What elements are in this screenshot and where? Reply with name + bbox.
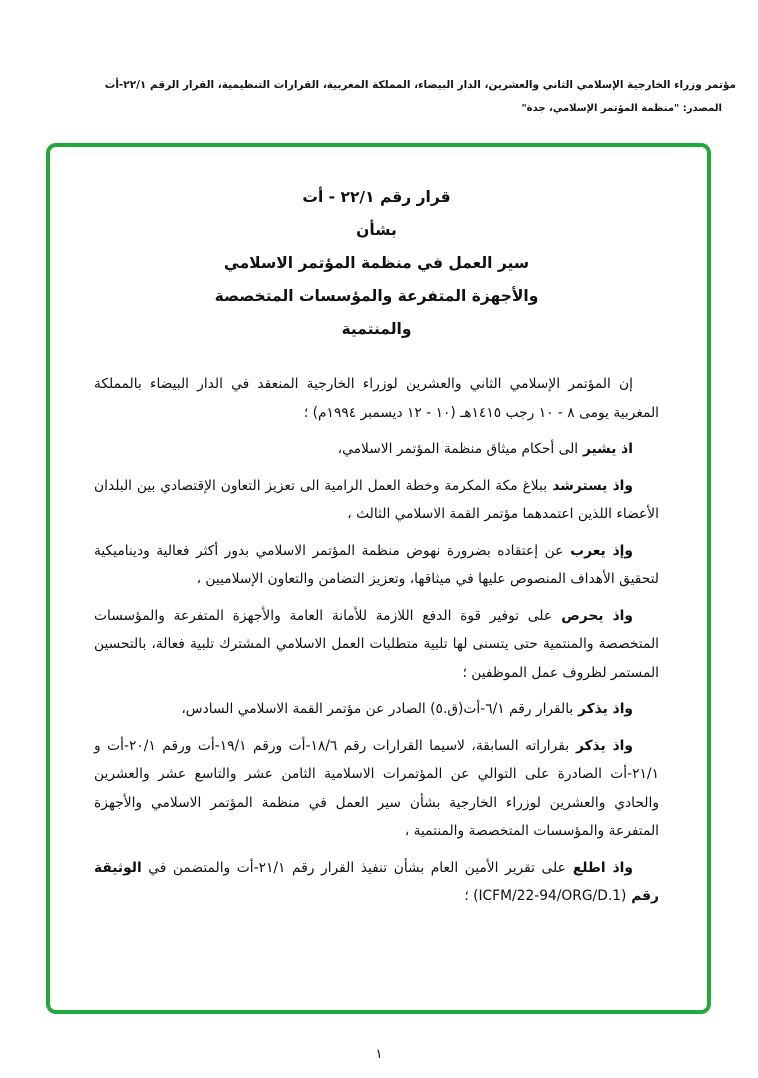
document-header [22, 74, 736, 120]
paragraph-text: عن إعتقاده بضرورة نهوض منظمة المؤتمر الاسلامي بدور أكثر فعالية وديناميكية لتحقيق الأهداف المنصوص عليها في ميثاقها، وتعزيز التضامن والتعاون الإسلاميين ، [94, 542, 659, 587]
paragraph [94, 854, 659, 911]
paragraph-lead: اذ يشير [578, 441, 633, 457]
page-number: ١ [375, 1047, 383, 1062]
paragraph [94, 537, 659, 594]
header-citation: مؤتمر وزراء الخارجية الإسلامي الثاني والعشرين، الدار البيضاء، المملكة المغربية، القرارات التنظيمية، القرار الرقم ٢٢/١-أت [104, 79, 736, 91]
paragraph-lead: واذ اطلع [565, 859, 633, 876]
paragraph [94, 435, 659, 464]
paragraph-text: ببلاغ مكة المكرمة وخطة العمل الرامية الى تعزيز التعاون الإقتصادي بين البلدان الأعضاء اللذين اعتمدهما مؤتمر القمة الاسلامي الثالث ، [94, 477, 659, 522]
title-line: سير العمل في منظمة المؤتمر الاسلامي [223, 254, 530, 272]
title-line: والأجهزة المتفرعة والمؤسسات المتخصصة [214, 287, 539, 305]
paragraph-text: الى أحكام ميثاق منظمة المؤتمر الاسلامي، [337, 441, 579, 457]
paragraph-text: بالقرار رقم ٦/١-أت(ق.٥) الصادر عن مؤتمر القمة الاسلامي السادس، [181, 701, 574, 717]
resolution-body [94, 370, 659, 911]
document-frame [46, 143, 711, 1014]
paragraph [94, 602, 659, 688]
paragraph-lead: واذ يسترشد [547, 477, 633, 494]
paragraph-lead: واذ يذكر [573, 701, 633, 717]
paragraph-lead: واذ يحرص [552, 607, 633, 624]
paragraph [94, 732, 659, 846]
paragraph-text: على توفير قوة الدفع اللازمة للأمانة العامة والأجهزة المتفرعة والمؤسسات المتخصصة والمنتمية حتى يتسنى لها تلبية متطلبات العمل الاسلامي المشترك تلبية فعالة، بالتحسين المستمر لظروف عمل الموظفين ؛ [94, 607, 659, 681]
paragraph [94, 472, 659, 529]
paragraph [94, 370, 659, 427]
paragraph-lead: واذ يذكر [569, 737, 633, 754]
paragraph-text: (‎ICFM/22-94/ORG/D.1‎) ؛ [464, 888, 627, 904]
header-source: المصدر: "منظمة المؤتمر الإسلامي، جدة" [521, 103, 722, 114]
title-line: بشأن [356, 221, 397, 239]
paragraph-lead: الوثيقة رقم [94, 859, 659, 904]
paragraph [94, 695, 659, 724]
paragraph-lead: وإذ يعرب [563, 542, 633, 559]
title-line: قرار رقم ٢٢/١ - أت [302, 188, 451, 206]
title-line: والمنتمية [341, 320, 412, 338]
resolution-title-block [94, 181, 659, 346]
paragraph-text: على تقرير الأمين العام بشأن تنفيذ القرار رقم ٢١/١-أت والمتضمن في [141, 859, 566, 876]
paragraph-text: إن المؤتمر الإسلامي الثاني والعشرين لوزراء الخارجية المنعقد في الدار البيضاء بالمملكة المغربية يومى ٨ - ١٠ رجب ١٤١٥هـ (١٠ - ١٢ ديسمبر ١٩٩٤م) ؛ [94, 376, 659, 421]
paragraph-text: بقراراته السابقة، لاسيما القرارات رقم ١٨/٦-أت ورقم ١٩/١-أت ورقم ٢٠/١-أت و ٢١/١-أت الصادرة على التوالي عن المؤتمرات الاسلامية الثامن عشر والتاسع عشر والعشرين والحادي والعشرين لوزراء الخارجية بشأن سير العمل في منظمة المؤتمر الاسلامي والأجهزة المتفرعة والمؤسسات المتخصصة والمنتمية ، [94, 737, 659, 839]
